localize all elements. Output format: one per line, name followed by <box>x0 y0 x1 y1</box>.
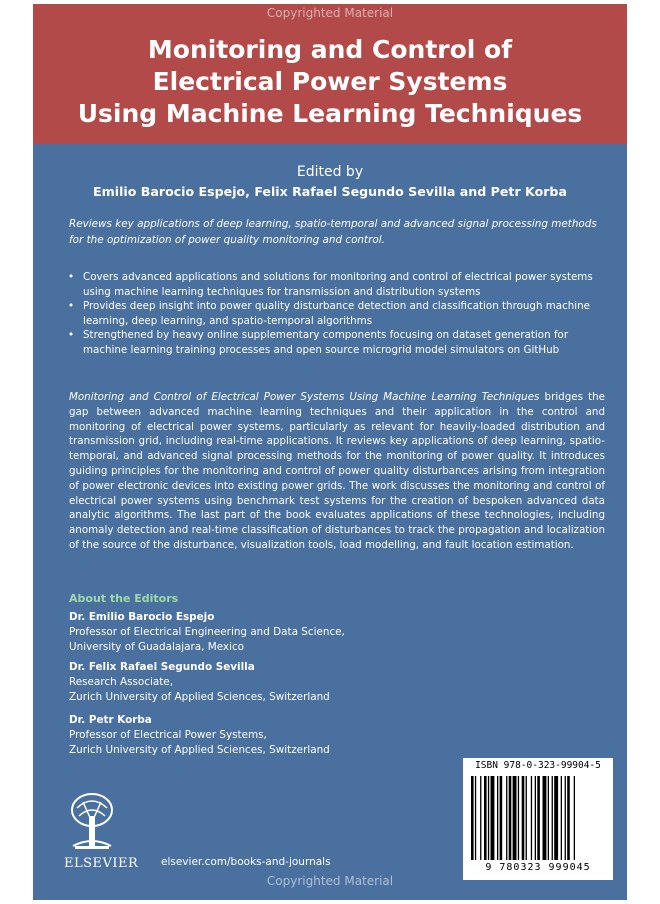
editor-bio <box>69 713 330 758</box>
editor-bio <box>69 610 345 655</box>
editor-affiliation: Zurich University of Applied Sciences, Switzerland <box>69 744 330 756</box>
description-book-title: Monitoring and Control of Electrical Power Systems Using Machine Learning Techniques <box>69 391 540 403</box>
edited-by: Edited by <box>296 164 364 180</box>
barcode-bar <box>548 776 549 860</box>
editor-title: Professor of Electrical Power Systems, <box>69 729 267 741</box>
bullet-marker: • <box>68 271 75 283</box>
barcode-bar <box>513 776 517 860</box>
barcode-bar <box>471 776 474 860</box>
barcode-bar <box>561 776 562 860</box>
about-editors-heading: About the Editors <box>69 592 179 605</box>
bullet-text: Covers advanced applications and solutions for monitoring and control of electrical power systems using machine learning techniques for transmission and distribution systems <box>83 271 593 298</box>
barcode-bar <box>535 776 536 860</box>
editor-title: Research Associate, <box>69 676 173 688</box>
barcode-bar <box>565 776 566 860</box>
publisher-website: elsevier.com/books-and-journals <box>161 856 331 868</box>
bullet-marker: • <box>68 329 75 341</box>
title-line-1: Monitoring and Control of <box>147 35 513 64</box>
list-item <box>65 328 601 357</box>
barcode-bar <box>526 776 527 860</box>
book-title <box>33 34 627 130</box>
barcode-bar <box>506 776 507 860</box>
barcode-bar <box>488 776 489 860</box>
barcode-bar <box>543 776 547 860</box>
title-line-3: Using Machine Learning Techniques <box>77 99 583 128</box>
barcode-bar <box>554 776 558 860</box>
editor-affiliation: Zurich University of Applied Sciences, Switzerland <box>69 691 330 703</box>
barcode-bar <box>500 776 503 860</box>
barcode-bar <box>574 776 575 860</box>
barcode-bar <box>509 776 512 860</box>
title-line-2: Electrical Power Systems <box>152 67 508 96</box>
list-item <box>65 270 601 299</box>
barcode-bar <box>531 776 532 860</box>
barcode-bar <box>518 776 519 860</box>
watermark-bottom: Copyrighted Material <box>266 874 394 888</box>
barcode-bar <box>537 776 540 860</box>
bullet-text: Strengthened by heavy online supplementary components focusing on dataset generation for machine learning training processes and open source microgrid model simulators on GitHub <box>83 329 569 356</box>
back-cover <box>33 4 627 900</box>
description-text: bridges the gap between advanced machine learning techniques and their application in the control and monitoring of electrical power systems, particularly as relevant for heavily-loaded distribution and transmission grid, including real-time applications. It reviews key applications of deep learning, spatio-temporal, and advanced signal processing methods for the monitoring of power quality. It introduces guiding principles for the monitoring and control of power quality disturbances arising from integration of power electronic devices into existing power grids. The work discusses the monitoring and control of electrical power systems using benchmark test systems for the creation of bespoken advanced data analytic algorithms. The last part of the book evaluates applications of these technologies, including anomaly detection and real-time classification of disturbances to track the propagation and localization of the source of the disturbance, visualization tools, load modelling, and fault location estimation. <box>69 391 605 551</box>
editor-affiliation: University of Guadalajara, Mexico <box>69 641 245 653</box>
barcode-bar <box>552 776 553 860</box>
editor-title: Professor of Electrical Engineering and Data Science, <box>69 626 345 638</box>
publisher-name: ELSEVIER <box>64 856 139 871</box>
elsevier-tree-logo-icon <box>69 792 115 850</box>
editor-bio <box>69 660 330 705</box>
barcode-bar <box>480 776 481 860</box>
editor-name: Dr. Petr Korba <box>69 714 152 726</box>
bullet-marker: • <box>68 300 75 312</box>
barcode-bar <box>522 776 525 860</box>
barcode-bar <box>567 776 570 860</box>
barcode-bar <box>484 776 487 860</box>
barcode-bars <box>471 776 605 860</box>
barcode-bar <box>491 776 495 860</box>
description <box>69 390 605 553</box>
editor-name: Dr. Felix Rafael Segundo Sevilla <box>69 661 255 673</box>
isbn-number: ISBN 978-0-323-99904-5 <box>475 760 601 771</box>
editor-names: Emilio Barocio Espejo, Felix Rafael Segundo Sevilla and Petr Korba <box>93 184 567 199</box>
watermark-top: Copyrighted Material <box>266 6 394 20</box>
editor-name: Dr. Emilio Barocio Espejo <box>69 611 215 623</box>
tagline: Reviews key applications of deep learning, spatio-temporal and advanced signal processing methods for the optimization of power quality monitoring and control. <box>69 218 597 246</box>
barcode-bar <box>497 776 498 860</box>
list-item <box>65 299 601 328</box>
barcode-digits: 9 780323 999045 <box>485 862 591 873</box>
barcode-bar <box>475 776 476 860</box>
feature-list <box>65 270 601 357</box>
isbn-barcode <box>463 758 613 880</box>
bullet-text: Provides deep insight into power quality disturbance detection and classification through machine learning, deep learning, and spatio-temporal algorithms <box>83 300 590 327</box>
